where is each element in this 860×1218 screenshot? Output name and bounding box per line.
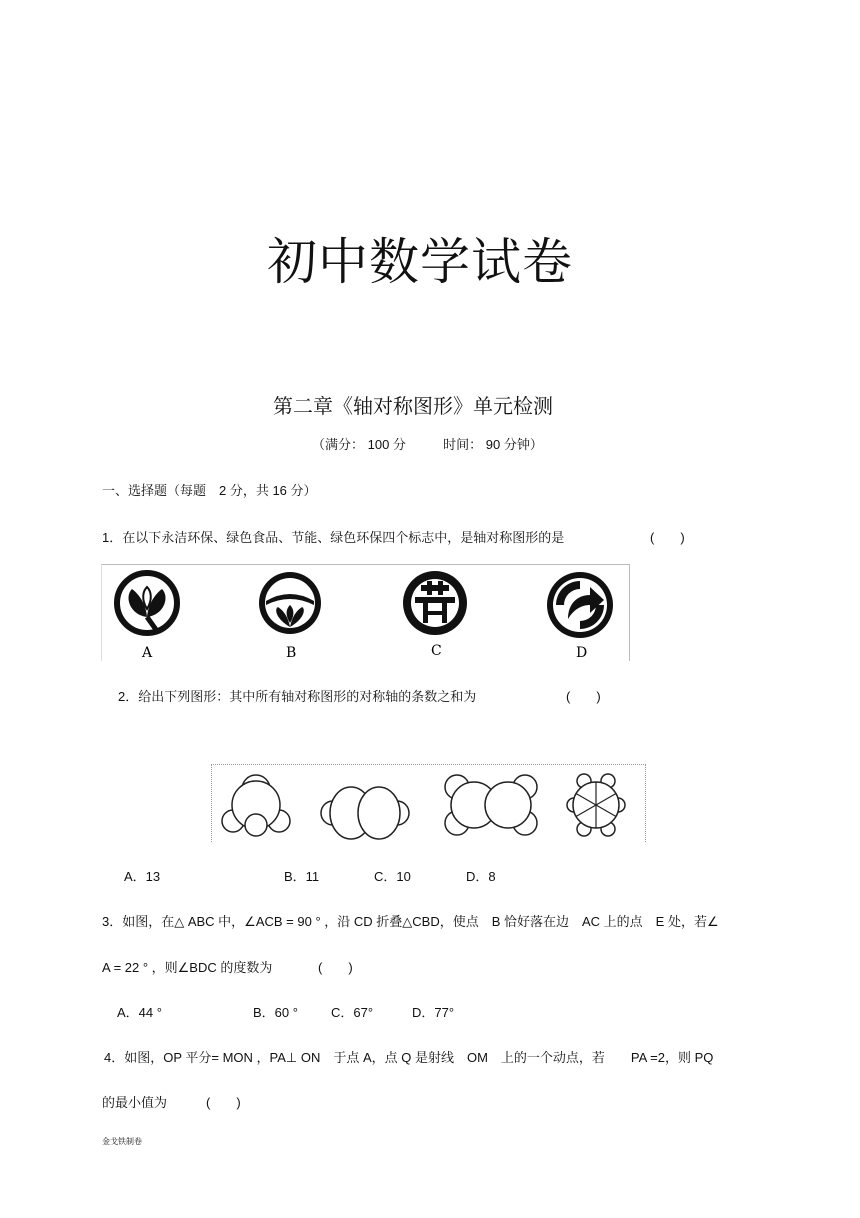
question-1-bracket: ( ) xyxy=(650,530,685,545)
q2-option-b: B．11 xyxy=(284,869,320,884)
question-1-text: 1．在以下永洁环保、绿色食品、节能、绿色环保四个标志中，是轴对称图形的是 xyxy=(102,530,565,545)
question-2-figure xyxy=(211,764,646,842)
exam-time: 时间： 90 分钟） xyxy=(443,437,543,452)
exam-subtitle: 第二章《轴对称图形》单元检测 xyxy=(273,394,553,418)
page-title: 初中数学试卷 xyxy=(267,233,573,291)
question-4-line2: 的最小值为 xyxy=(102,1095,168,1110)
question-3-line2: A = 22 ° ，则∠BDC 的度数为 xyxy=(102,960,273,975)
label-b: B xyxy=(286,645,297,659)
question-2-bracket: ( ) xyxy=(566,689,601,704)
question-2-text: 2．给出下列图形：其中所有轴对称图形的对称轴的条数之和为 xyxy=(118,689,477,704)
q3-option-d: D．77° xyxy=(412,1005,455,1020)
green-food-logo-icon xyxy=(252,567,332,659)
q2-option-a: A．13 xyxy=(124,869,161,884)
question-4-bracket: ( ) xyxy=(206,1095,241,1110)
label-c: C xyxy=(431,643,442,659)
question-3-line1: 3．如图，在△ ABC 中，∠ACB = 90 ° ，沿 CD 折叠△CBD，使点 B 恰好落在边 AC 上的点 E 处，若∠ xyxy=(102,914,719,929)
footer-note: 金戈铁制卷 xyxy=(102,1137,142,1146)
q3-option-b: B．60 ° xyxy=(253,1005,298,1020)
section-heading: 一、选择题（每题 2 分，共 16 分） xyxy=(102,483,317,498)
full-score: （满分： 100 分 xyxy=(312,437,406,452)
leaf-logo-icon xyxy=(110,567,190,659)
label-a: A xyxy=(142,645,153,659)
energy-saving-logo-icon xyxy=(397,567,477,659)
q3-option-c: C．67° xyxy=(331,1005,374,1020)
q2-option-c: C．10 xyxy=(374,869,411,884)
question-4-line1: 4．如图，OP 平分= MON ，PA⊥ ON 于点 A，点 Q 是射线 OM 上的一个动点，若 PA =2，则 PQ xyxy=(104,1050,714,1065)
question-1-figure xyxy=(101,564,630,661)
question-3-bracket: ( ) xyxy=(318,960,353,975)
label-d: D xyxy=(576,645,588,659)
recycle-arrow-logo-icon xyxy=(542,567,622,659)
q3-option-a: A．44 ° xyxy=(117,1005,162,1020)
circle-shapes-figure xyxy=(212,765,645,842)
q2-option-d: D．8 xyxy=(466,869,496,884)
exam-meta xyxy=(312,434,543,453)
